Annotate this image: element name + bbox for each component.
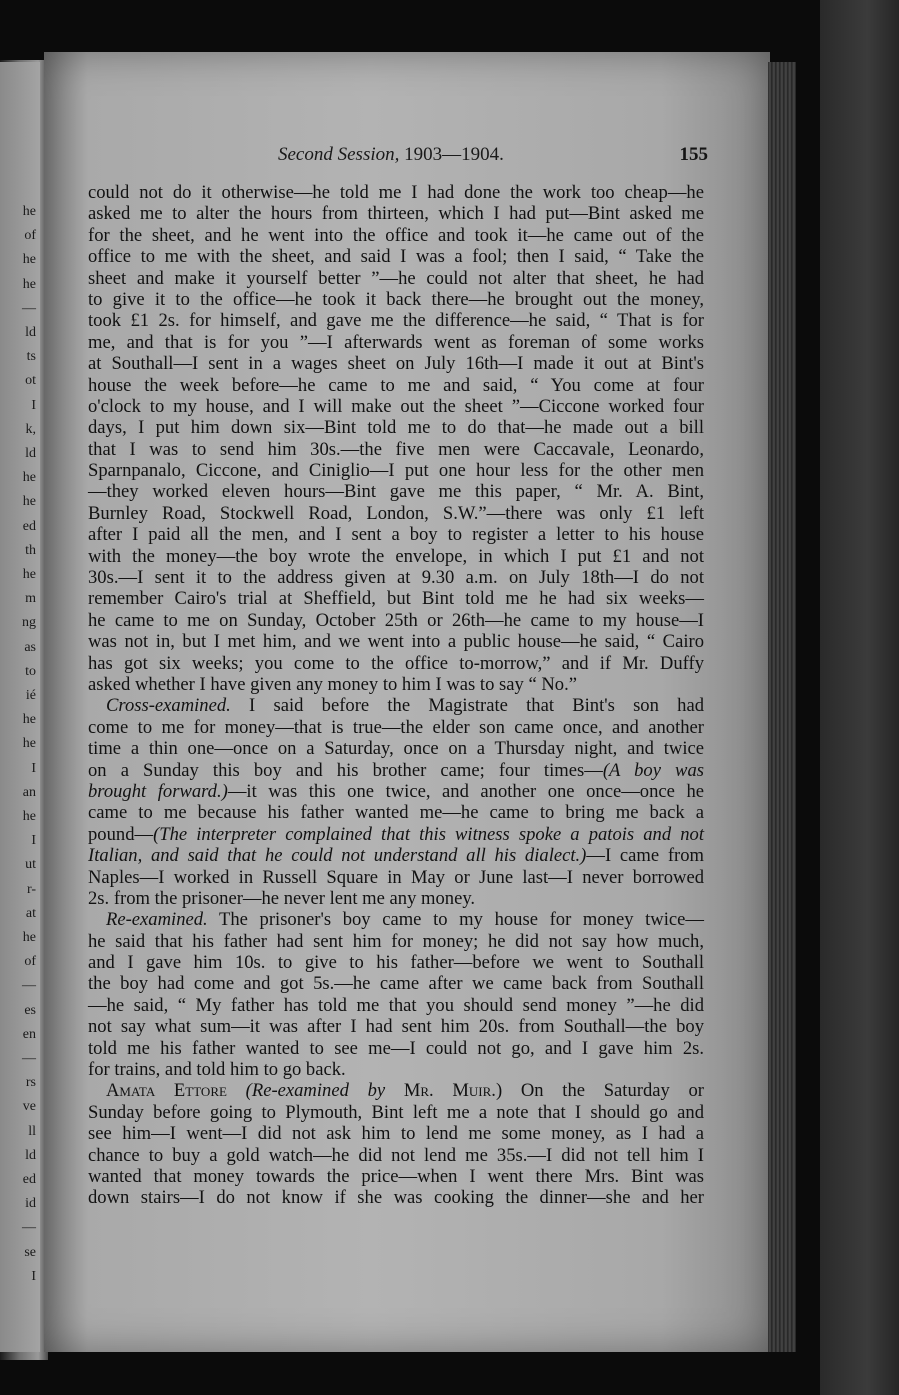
- testimony-line: with the money—the boy wrote the envelope, in which I put £1 and not: [88, 545, 704, 567]
- text-span: (Re-examined by: [226, 1080, 404, 1102]
- cross-line-7: [88, 845, 704, 866]
- re-line-3: the boy had come and got 5s.—he came after we came back from Southall: [88, 973, 704, 995]
- testimony-line: for the sheet, and he went into the office and took it—he came out of the: [88, 224, 704, 246]
- running-head: [278, 144, 504, 166]
- editorial-note: brought forward.): [88, 780, 228, 802]
- cross-line-0: [88, 695, 704, 716]
- testimony-line: days, I put him down six—Bint told me to do that—he made out a bill: [88, 417, 704, 439]
- text-span: The prisoner's boy came to my house for money twice—: [207, 909, 704, 931]
- testimony-line: after I paid all the men, and I sent a boy to register a letter to his house: [88, 524, 704, 546]
- testimony-line: remember Cairo's trial at Sheffield, but Bint told me he had six weeks—: [88, 588, 704, 610]
- left-page-fragment: to: [25, 663, 36, 679]
- testimony-line: sheet and make it yourself better ”—he could not alter that sheet, he had: [88, 267, 704, 289]
- left-page-fragment: he: [22, 470, 36, 486]
- left-page-fragment: se: [24, 1244, 36, 1260]
- cross-line-6: [88, 824, 704, 845]
- testimony-line: Burnley Road, Stockwell Road, London, S.W.”—there was only £1 left: [88, 502, 704, 524]
- amata-line-4: wanted that money towards the price—when I went there Mrs. Bint was: [88, 1165, 704, 1187]
- cross-line-1: come to me for money—that is true—the elder son came once, and another: [88, 716, 704, 738]
- left-page-fragment: ed: [22, 518, 36, 534]
- testimony-line: asked whether I have given any money to him I was to say “ No.”: [88, 673, 577, 695]
- cross-line-4: [88, 781, 704, 802]
- re-line-2: and I gave him 10s. to give to his father—before we went to Southall: [88, 952, 704, 974]
- left-page-fragment: of: [24, 954, 36, 970]
- left-page-fragment: ld: [25, 446, 36, 461]
- amata-line-0: [88, 1080, 704, 1101]
- left-page-fragment: es: [24, 1002, 36, 1018]
- editorial-note: Italian, and said that he could not understand all his dialect.): [88, 845, 587, 867]
- left-page-fragment: —: [22, 978, 36, 994]
- text-span: on a Sunday this boy and his brother came; four times—: [88, 759, 603, 781]
- book-cover-right: [820, 0, 899, 1395]
- left-page-fragment: I: [31, 1268, 36, 1284]
- left-page-fragment: r-: [26, 881, 36, 897]
- running-head-session: Second Session,: [278, 144, 400, 165]
- left-page-fragment: he: [22, 736, 36, 752]
- witness-name: Amata Ettore: [106, 1080, 227, 1102]
- left-page-fragment: —: [22, 300, 36, 316]
- text-span: pound—: [88, 823, 154, 845]
- left-page-fragment: —: [22, 1051, 36, 1066]
- page-stack-edge: [768, 62, 796, 1352]
- testimony-line: at Southall—I sent in a wages sheet on July 16th—I made it out at Bint's: [88, 353, 704, 375]
- re-examined-label: Re-examined.: [106, 909, 208, 931]
- left-page-fragment: he: [22, 809, 36, 824]
- left-page-fragment: ot: [25, 373, 36, 389]
- testimony-line: he came to me on Sunday, October 25th or 26th—he came to my house—I: [88, 609, 704, 631]
- left-page-fragment: ié: [25, 688, 36, 703]
- left-page-fragment: at: [25, 905, 36, 921]
- testimony-line: 30s.—I sent it to the address given at 9.30 a.m. on July 18th—I do not: [88, 567, 704, 589]
- cross-line-9: 2s. from the prisoner—he never lent me any money.: [88, 887, 476, 909]
- testimony-line: o'clock to my house, and I will make out the sheet ”—Ciccone worked four: [88, 395, 704, 417]
- left-page-fragment: ve: [22, 1099, 36, 1115]
- left-page-fragment: ut: [25, 857, 36, 873]
- left-page-fragment: an: [22, 784, 36, 800]
- page-header: [88, 144, 708, 170]
- re-line-5: not say what sum—it was after I had sent him 20s. from Southall—the boy: [88, 1016, 704, 1038]
- re-line-1: he said that his father had sent him for money; he did not say how much,: [88, 930, 704, 952]
- text-span: —I came from: [586, 845, 704, 867]
- left-page-fragment: ll: [28, 1123, 36, 1139]
- testimony-line: asked me to alter the hours from thirteen, which I had put—Bint asked me: [88, 203, 704, 225]
- left-page-fragment: ed: [22, 1172, 36, 1187]
- running-head-years: 1903—1904.: [399, 144, 504, 165]
- testimony-paragraph: [88, 182, 704, 695]
- left-page-fragment: he: [22, 494, 36, 510]
- testimony-line: was not in, but I met him, and we went into a public house—he said, “ Cairo: [88, 631, 704, 653]
- page-body: [88, 182, 704, 1209]
- counsel-name: Mr. Muir.: [403, 1080, 496, 1102]
- page-number: 155: [679, 144, 708, 165]
- left-page-fragment: he: [22, 567, 36, 582]
- left-page-fragment: he: [22, 276, 36, 292]
- left-page-fragment: ld: [25, 1147, 36, 1163]
- left-page-fragment: ts: [26, 349, 36, 365]
- cross-examined-label: Cross-examined.: [106, 695, 231, 717]
- text-span: On the Saturday or: [502, 1080, 704, 1102]
- left-page-fragment: th: [25, 542, 36, 558]
- left-page-fragment: he: [22, 712, 36, 728]
- left-page-fragment: he: [22, 252, 36, 268]
- testimony-line: to give it to the office—he took it back there—he brought out the money,: [88, 288, 704, 310]
- testimony-line: —they worked eleven hours—Bint gave me this paper, “ Mr. A. Bint,: [88, 481, 704, 503]
- re-line-0: [88, 909, 704, 930]
- left-page-fragment: ld: [25, 325, 36, 340]
- testimony-line: office to me with the sheet, and said I was a fool; then I said, “ Take the: [88, 246, 704, 268]
- testimony-line: has got six weeks; you come to the office to-morrow,” and if Mr. Duffy: [88, 652, 704, 674]
- left-page-fragment: as: [24, 639, 36, 655]
- cross-line-8: Naples—I worked in Russell Square in May or June last—I never borrowed: [88, 866, 704, 888]
- testimony-line: Sparnpanalo, Ciccone, and Ciniglio—I put one hour less for the other men: [88, 460, 704, 482]
- testimony-line: house the week before—he came to me and said, “ You come at four: [88, 374, 704, 396]
- testimony-line: took £1 2s. for himself, and gave me the difference—he said, “ That is for: [88, 310, 704, 332]
- left-page-fragment: k,: [25, 421, 36, 437]
- left-page-edge: [0, 62, 40, 1352]
- text-span: ): [495, 1080, 503, 1102]
- editorial-note: (A boy was: [602, 759, 704, 781]
- text-span: —it was this one twice, and another one once—once he: [227, 780, 704, 802]
- amata-line-2: see him—I went—I did not ask him to lend me some money, as I had a: [88, 1123, 704, 1145]
- testimony-line: could not do it otherwise—he told me I had done the work too cheap—he: [88, 182, 704, 203]
- re-line-7: for trains, and told him to go back.: [88, 1059, 346, 1081]
- left-page-fragment: en: [22, 1026, 36, 1042]
- left-page-fragment: I: [31, 397, 36, 413]
- left-page-fragment: —: [22, 1220, 36, 1236]
- text-span: I said before the Magistrate that Bint's son had: [230, 695, 704, 717]
- left-page-fragment: ng: [22, 615, 36, 631]
- amata-line-5: down stairs—I do not know if she was cooking the dinner—she and her: [88, 1187, 704, 1209]
- left-page-fragment: he: [22, 204, 36, 219]
- cross-line-3: [88, 760, 704, 781]
- left-page-fragment: I: [31, 833, 36, 849]
- left-page-fragment: id: [25, 1196, 36, 1212]
- amata-line-1: Sunday before going to Plymouth, Bint left me a note that I should go and: [88, 1101, 704, 1123]
- editorial-note: (The interpreter complained that this witness spoke a patois and not: [153, 823, 704, 845]
- re-line-6: told me his father wanted to see me—I could not go, and I gave him 2s.: [88, 1037, 704, 1059]
- amata-line-3: chance to buy a gold watch—he did not lend me 35s.—I did not tell him I: [88, 1144, 704, 1166]
- left-page-fragment: of: [24, 228, 36, 244]
- cross-line-5: came to me because his father wanted me—he came to bring me back a: [88, 802, 704, 824]
- left-page-fragment: rs: [25, 1075, 36, 1091]
- left-page-fragment: he: [22, 930, 36, 945]
- cross-line-2: time a thin one—once on a Saturday, once on a Thursday night, and twice: [88, 738, 704, 760]
- re-line-4: —he said, “ My father has told me that you should send money ”—he did: [88, 994, 704, 1016]
- testimony-line: me, and that is for you ”—I afterwards went as foreman of some works: [88, 331, 704, 353]
- testimony-line: that I was to send him 30s.—the five men were Caccavale, Leonardo,: [88, 438, 704, 460]
- left-page-fragment: I: [31, 760, 36, 776]
- left-page-fragment: m: [25, 591, 36, 607]
